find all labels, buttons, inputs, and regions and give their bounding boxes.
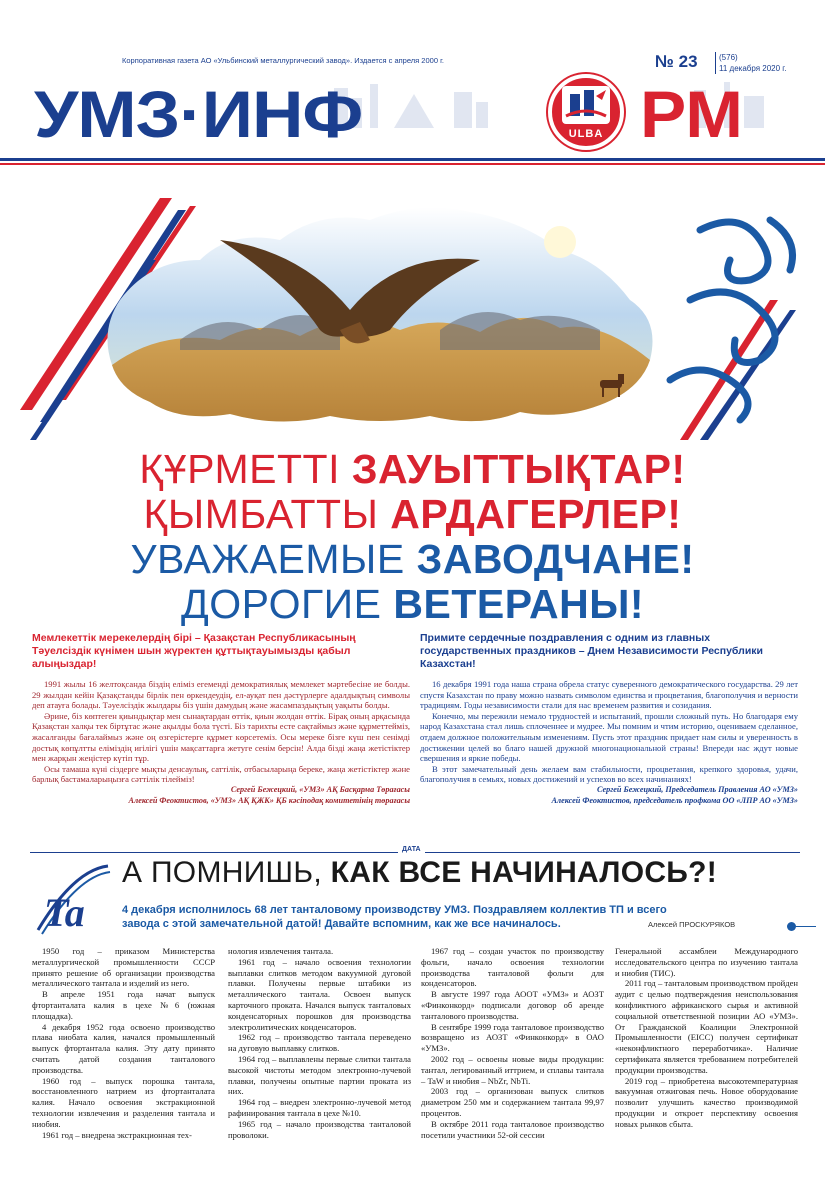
article-column-2 xyxy=(228,946,411,1140)
greeting-ru xyxy=(420,632,798,806)
title-part-left: УМЗ·ИНФ xyxy=(34,77,363,151)
article-paragraph: 1962 год – производство тантала переведено на дуговую выплавку слитков. xyxy=(228,1032,411,1054)
article-paragraph: В апреле 1951 года начат выпуск фтортанталата калия в цехе №6 (южная площадка). xyxy=(32,989,215,1021)
greeting-ru-paragraph: В этот замечательный день желаем вам стабильности, процветания, крепкого здоровья, удачи, благополучия в семьях, новых достижений и успехов во всех начинаниях! xyxy=(420,763,798,785)
article-paragraph: В августе 1997 года АООТ «УМЗ» и АОЗТ «Финконкорд» подписали договор об аренде танталового производства. xyxy=(421,989,604,1021)
article-paragraph: 1960 год – выпуск порошка тантала, восстановленного натрием из фтортанталата калия. Начало освоения экстракционной технологии извлечения и разделения тантала и ниобия. xyxy=(32,1075,215,1129)
article-paragraph: 2002 год – освоены новые виды продукции: тантал, легированный иттрием, и сплавы тантала – TaW и ниобия – NbZr, NbTi. xyxy=(421,1053,604,1086)
article-paragraph: 2003 год – организован выпуск слитков диаметром 250 мм и содержанием тантала 99,97 процентов. xyxy=(421,1086,604,1118)
headline-ru-2: ДОРОГИЕ ВЕТЕРАНЫ! xyxy=(180,581,644,627)
masthead-rule-blue xyxy=(0,158,825,161)
article-paragraph: В сентябре 1999 года танталовое производство возвращено из АОЗТ «Финконкорд» в ОАО «УМЗ». xyxy=(421,1021,604,1054)
article-paragraph: Генеральной ассамблеи Международного исследовательского центра по изучению тантала и ниобия (ТИС). xyxy=(615,946,798,978)
greeting-ru-heading: Примите сердечные поздравления с одним из главных государственных праздников – Днем Независимости Республики Казахстан! xyxy=(420,632,763,670)
greeting-kz-paragraph: Осы тамаша күні сіздерге мықты денсаулық, саттілік, отбасыларыңа береке, жаңа жетістіктер және барлық бастамаларыңызға сәттілік тілейміз! xyxy=(32,763,410,785)
logo-emblem xyxy=(562,86,610,124)
ornament-icon xyxy=(670,220,793,420)
issue-date: 11 декабря 2020 г. xyxy=(719,64,787,73)
headline-kz-2: ҚЫМБАТТЫ АРДАГЕРЛЕР! xyxy=(143,491,682,537)
greeting-kz-signature: Алексей Феоктистов, «УМЗ» АҚ ҚЖК» ҚБ кәсіподақ комитетінің төрағасы xyxy=(128,795,410,805)
article-column-3 xyxy=(421,946,604,1140)
ulba-logo xyxy=(548,74,624,150)
article-paragraph: 2019 год – приобретена высокотемпературная вакуумная отжиговая печь. Новое оборудование позволит улучшить качество производимой продукции и откроет перспективу освоения новых рынков сбыта. xyxy=(615,1075,798,1129)
headline-kz-1: ҚҰРМЕТТІ ЗАУЫТТЫҚТАР! xyxy=(139,446,686,492)
greeting-kz-paragraph: 1991 жылы 16 желтоқсанда біздің еліміз егеменді демократиялық мемлекет мәртебесіне ие болды. 29 жылдан кейін Қазақстанды бірлік пен өркендеудің, ел-ауқат пен дәстүрлерге адалдықтың символы деп атауға болады. Тәуелсіздік жылдары біз үшін дамудың және жасампаздықтың уақыты болды. xyxy=(32,679,410,711)
title-part-right: РМ xyxy=(640,77,744,151)
tantalum-symbol: Ta xyxy=(44,890,85,935)
issue-serial: (576) xyxy=(719,53,738,62)
greeting-ru-paragraph: 16 декабря 1991 года наша страна обрела статус суверенного демократического государства. 29 лет спустя Казахстан по праву можно назвать символом единства и процветания, благополучия и верности традициям. Годы независимости стали для нас временем развития и созидания. xyxy=(420,679,798,711)
greeting-ru-signature: Алексей Феоктистов, председатель профкома ОО «ЛПР АО «УМЗ» xyxy=(551,795,798,805)
greeting-kz-heading: Мемлекеттік мерекелердің бірі – Қазақстан Республикасының Тәуелсіздік күнімен шын жүректен құттықтауымызды қабыл алыңыздар! xyxy=(32,632,356,670)
masthead-caption: Корпоративная газета АО «Ульбинский металлургический завод». Издается с апреля 2000 г. xyxy=(122,56,444,65)
article-paragraph: 1950 год – приказом Министерства металлургической промышленности СССР принято решение об организации производства металлического тантала и изделий из него. xyxy=(32,946,215,989)
article-paragraph: 4 декабря 1952 года освоено производство плава ниобата калия, начался промышленный выпуск фтортантала калия. Эту дату принято считать датой создания танталового производства. xyxy=(32,1021,215,1075)
article-paragraph: 1967 год – создан участок по производству фольги, начало освоения технологии производства танталовой фольги для конденсаторов. xyxy=(421,946,604,989)
author-dot-icon xyxy=(787,922,796,931)
article-paragraph: 1961 год – внедрена экстракционная тех- xyxy=(42,1129,192,1140)
article-paragraph: В октябре 2011 года танталовое производство посетили участники 52-ой сессии xyxy=(421,1118,604,1140)
greeting-ru-signature: Сергей Бежецкий, Председатель Правления АО «УМЗ» xyxy=(597,784,798,794)
headline-ru-1: УВАЖАЕМЫЕ ЗАВОДЧАНЕ! xyxy=(130,536,695,582)
article-paragraph: 1961 год – начало освоения технологии выплавки слитков методом вакуумной дуговой плавки. Получены первые штабики из металлического тантала. Освоен выпуск карточного проката. Начался выпуск танталовых конденсаторных порошков для производства электролитических конденсаторов. xyxy=(228,956,411,1032)
logo-text: ULBA xyxy=(568,128,604,140)
author-byline: Алексей ПРОСКУРЯКОВ xyxy=(648,920,736,929)
issue-number: № 23 xyxy=(655,52,698,71)
greeting-ru-paragraph: Конечно, мы пережили немало трудностей и испытаний, прошли сложный путь. Но благодаря ему народ Казахстана стал лишь сплоченнее и мудрее. Мы помним и чтим историю, оцениваем сделанное, отдаем должное положительным изменениям. Пусть этот праздник придает нам силы и уверенность в достижении целей во благо нашей дружной многонациональной страны! Впереди нас ждут новые свершения и яркие победы. xyxy=(420,710,798,764)
section-title: А ПОМНИШЬ, КАК ВСЕ НАЧИНАЛОСЬ?! xyxy=(122,856,718,889)
issue-meta xyxy=(715,52,786,74)
tantalum-logo xyxy=(34,860,112,938)
masthead-rule-red xyxy=(0,163,825,165)
greeting-kz-signature: Сергей Бежецкий, «УМЗ» АҚ Басқарма Төрағасы xyxy=(230,784,410,794)
hero-illustration xyxy=(0,190,825,445)
article-paragraph: 2011 год – танталовым производством пройден аудит с целью подтверждения неиспользования конфликтного африканского сырья и активной социальной ответственной позиции АО «УМЗ». От Гражданской Коалиции Электронной Промышленности (EICC) получен сертификат «неконфликтного переработчика». Наличие сертификата является требованием потребителей продукции производства. xyxy=(615,978,798,1075)
author-divider xyxy=(796,926,816,927)
section-tag: ДАТА xyxy=(398,846,425,853)
article-column-1 xyxy=(32,946,215,1140)
article-paragraph: нология извлечения тантала. xyxy=(228,946,334,956)
article-paragraph: 1964 год – выплавлены первые слитки тантала высокой чистоты методом электронно-лучевой плавки, получены опытные партии проката из них. xyxy=(228,1053,411,1097)
article-column-4 xyxy=(615,946,798,1130)
article-paragraph: 1964 год – внедрен электронно-лучевой метод рафинирования тантала в цехе №10. xyxy=(228,1097,411,1118)
greeting-kz-paragraph: Әрине, біз көптеген қиындықтар мен сынақтардан өттік, қиын жолдан өттік. Бірақ оның арқасында Қазақстан халқы тек біртұтас және ақылды бола түсті. Біз тарихты есте сақтаймыз және құрметтейміз, жасалғанды бағалаймыз және оң өзгерістерге құрмет көрсетеміз. Осы мереке бізге күш пен сенімді достық көпұлтты еліміздің игілігі үшін мақсаттарға жетуге сенім берсін! Алда бізді жаңа жетістіктер мен жарқын жеңістер күтіп тұр. xyxy=(32,710,410,764)
article-paragraph: 1965 год – начало производства танталовой проволоки. xyxy=(228,1118,411,1140)
greeting-kz xyxy=(32,632,410,806)
section-lead: 4 декабря исполнилось 68 лет танталовому производству УМЗ. Поздравляем коллектив ТП и всего завода с этой замечательной датой! Давайте вспомним, как же все начиналось. xyxy=(122,904,667,930)
